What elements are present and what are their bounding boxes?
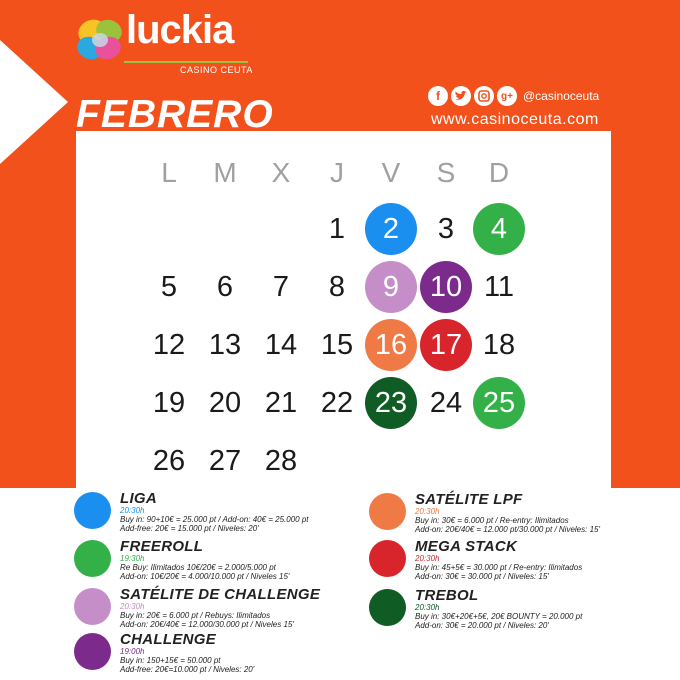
day-23: 23 [365, 377, 417, 429]
facebook-icon[interactable]: f [428, 86, 448, 106]
legend-color-dot [74, 540, 111, 577]
day-16: 16 [365, 319, 417, 371]
day-25: 25 [473, 377, 525, 429]
day-10: 10 [420, 261, 472, 313]
weekday-M: M [213, 157, 237, 188]
legend-color-dot [74, 492, 111, 529]
legend-color-dot [74, 633, 111, 670]
instagram-icon[interactable] [474, 86, 494, 106]
legend-details-line-1: Buy in: 20€ = 6.000 pt / Rebuys: Ilimitados [120, 611, 271, 620]
legend-time: 20:30h [120, 506, 145, 515]
legend-details-line-2: Add-on: 20€/40€ = 12.000/30.000 pt / Niveles 15' [120, 620, 294, 629]
legend-details-line-2: Add-free: 20€=10.000 pt / Niveles: 20' [120, 665, 255, 674]
day-9: 9 [365, 261, 417, 313]
day-21: 21 [264, 386, 298, 419]
day-13: 13 [208, 328, 242, 361]
legend-title: FREEROLL [120, 538, 204, 555]
legend-color-dot [369, 540, 406, 577]
day-14: 14 [264, 328, 298, 361]
weekday-J: J [330, 157, 344, 188]
legend-time: 20:30h [120, 602, 145, 611]
legend-details-line-1: Buy in: 45+5€ = 30.000 pt / Re-entry: Ilimitados [415, 563, 583, 572]
luckia-logo [74, 8, 254, 76]
day-3: 3 [437, 212, 455, 245]
day-5: 5 [160, 270, 178, 303]
legend-details-line-2: Add-on: 30€ = 20.000 pt / Niveles: 20' [415, 621, 549, 630]
legend-title: TREBOL [415, 587, 479, 604]
month-title: FEBRERO [76, 93, 274, 136]
website-url[interactable]: www.casinoceuta.com [431, 111, 599, 128]
legend-details-line-1: Re Buy: Ilimitados 10€/20€ = 2.000/5.000 pt [120, 563, 276, 572]
legend-details-line-1: Buy in: 30€ = 6.000 pt / Re-entry: Ilimitados [415, 516, 569, 525]
day-18: 18 [482, 328, 516, 361]
legend-title: CHALLENGE [120, 631, 217, 648]
day-17: 17 [420, 319, 472, 371]
weekday-L: L [161, 157, 177, 188]
clover-logo-icon [74, 14, 126, 66]
legend-details-line-1: Buy in: 150+15€ = 50.000 pt [120, 656, 221, 665]
brand-name: luckia [126, 8, 234, 52]
day-7: 7 [272, 270, 290, 303]
day-24: 24 [429, 386, 463, 419]
weekday-V: V [381, 157, 401, 188]
social-links [428, 86, 599, 106]
legend-title: LIGA [120, 490, 158, 507]
legend-time: 20:30h [415, 507, 440, 516]
weekday-D: D [488, 157, 510, 188]
legend-color-dot [74, 588, 111, 625]
weekday-S: S [436, 157, 456, 188]
twitter-icon[interactable] [451, 86, 471, 106]
legend-details-line-2: Add-free: 20€ = 15.000 pt / Niveles: 20' [120, 524, 259, 533]
logo-underline [124, 61, 248, 63]
legend-details-line-2: Add-on: 20€/40€ = 12.000 pt/30.000 pt / Niveles: 15' [415, 525, 600, 534]
social-handle[interactable]: @casinoceuta [523, 89, 600, 103]
legend-time: 20:30h [415, 554, 440, 563]
google-plus-icon[interactable]: g+ [497, 86, 517, 106]
legend-time: 19:30h [120, 554, 145, 563]
white-arrow-decoration [0, 40, 68, 164]
day-22: 22 [320, 386, 354, 419]
day-28: 28 [264, 444, 298, 477]
weekday-X: X [271, 157, 291, 188]
legend-details-line-1: Buy in: 90+10€ = 25.000 pt / Add-on: 40€ = 25.000 pt [120, 515, 309, 524]
day-19: 19 [152, 386, 186, 419]
legend-color-dot [369, 493, 406, 530]
day-20: 20 [208, 386, 242, 419]
day-27: 27 [208, 444, 242, 477]
day-11: 11 [483, 270, 515, 303]
day-15: 15 [320, 328, 354, 361]
legend-time: 20:30h [415, 603, 440, 612]
day-6: 6 [216, 270, 234, 303]
legend-details-line-2: Add-on: 10€/20€ = 4.000/10.000 pt / Niveles 15' [120, 572, 290, 581]
day-2: 2 [365, 203, 417, 255]
legend-details-line-2: Add-on: 30€ = 30.000 pt / Niveles: 15' [415, 572, 549, 581]
day-1: 1 [328, 212, 346, 245]
legend-title: SATÉLITE DE CHALLENGE [120, 586, 321, 603]
brand-subtitle: CASINO CEUTA [180, 65, 253, 75]
legend-color-dot [369, 589, 406, 626]
day-12: 12 [152, 328, 186, 361]
legend-time: 19:00h [120, 647, 145, 656]
day-8: 8 [328, 270, 346, 303]
day-4: 4 [473, 203, 525, 255]
legend-details-line-1: Buy in: 30€+20€+5€, 20€ BOUNTY = 20.000 pt [415, 612, 583, 621]
day-26: 26 [152, 444, 186, 477]
legend-title: MEGA STACK [415, 538, 518, 555]
legend-title: SATÉLITE LPF [415, 491, 523, 508]
